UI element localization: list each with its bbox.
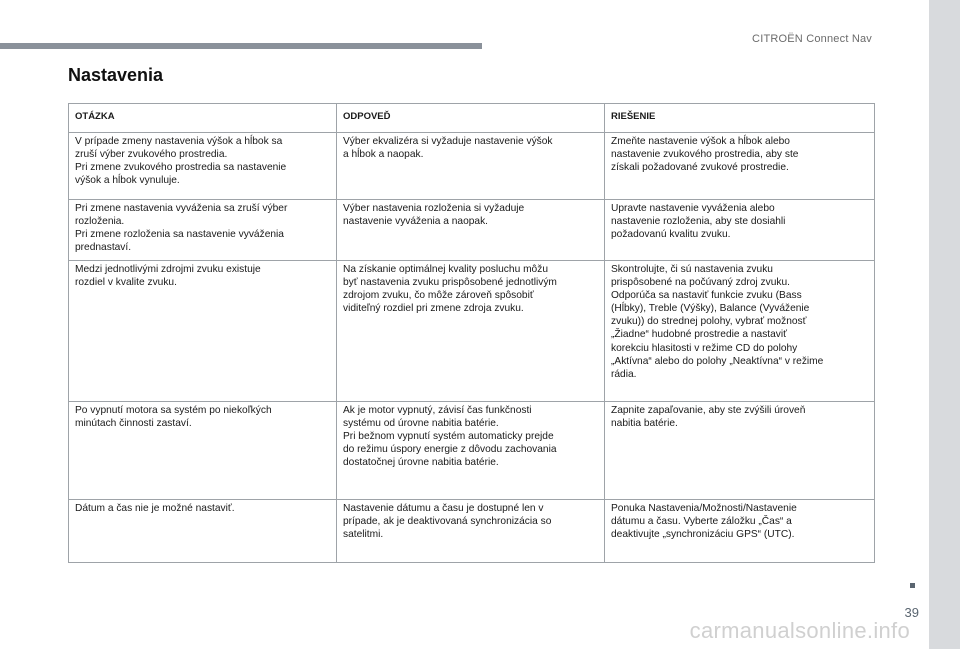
answer-cell: Výber ekvalizéra si vyžaduje nastavenie výšok a hĺbok a naopak.	[337, 133, 605, 200]
right-margin-stripe	[929, 0, 960, 649]
table-row	[69, 261, 875, 402]
table-row	[69, 402, 875, 500]
solution-cell: Zmeňte nastavenie výšok a hĺbok alebo nastavenie zvukového prostredia, aby ste získali požadované zvukové prostredie.	[605, 133, 875, 200]
site-watermark: carmanualsonline.info	[689, 618, 910, 643]
answer-cell: Na získanie optimálnej kvality posluchu môžu byť nastavenia zvuku prispôsobené jednotlivým zdrojom zvuku, čo môže zároveň spôsobiť viditeľný rozdiel pri zmene zdroja zvuku.	[337, 261, 605, 402]
document-header-brand: CITROËN Connect Nav	[752, 33, 872, 45]
answer-cell: Nastavenie dátumu a času je dostupné len v prípade, ak je deaktivovaná synchronizácia so satelitmi.	[337, 500, 605, 563]
table-header-row	[69, 104, 875, 133]
header-accent-bar	[0, 43, 482, 49]
question-cell: Po vypnutí motora sa systém po niekoľkých minútach činnosti zastaví.	[69, 402, 337, 500]
table-row	[69, 133, 875, 200]
page-title: Nastavenia	[68, 65, 164, 85]
column-header-question: OTÁZKA	[69, 104, 337, 133]
answer-cell: Výber nastavenia rozloženia si vyžaduje nastavenie vyváženia a naopak.	[337, 200, 605, 261]
solution-cell: Zapnite zapaľovanie, aby ste zvýšili úroveň nabitia batérie.	[605, 402, 875, 500]
troubleshooting-table	[68, 103, 875, 563]
question-cell: V prípade zmeny nastavenia výšok a hĺbok sa zruší výber zvukového prostredia. Pri zmene zvukového prostredia sa nastavenie výšok a hĺbok vynuluje.	[69, 133, 337, 200]
column-header-answer: ODPOVEĎ	[337, 104, 605, 133]
solution-cell: Upravte nastavenie vyváženia alebo nastavenie rozloženia, aby ste dosiahli požadovanú kvalitu zvuku.	[605, 200, 875, 261]
answer-cell: Ak je motor vypnutý, závisí čas funkčnosti systému od úrovne nabitia batérie. Pri bežnom vypnutí systém automaticky prejde do režimu úspory energie z dôvodu zachovania dostatočnej úrovne nabitia batérie.	[337, 402, 605, 500]
question-cell: Dátum a čas nie je možné nastaviť.	[69, 500, 337, 563]
page-marker-square	[910, 583, 915, 588]
page-number: 39	[904, 605, 919, 620]
table-row	[69, 200, 875, 261]
solution-cell: Skontrolujte, či sú nastavenia zvuku prispôsobené na počúvaný zdroj zvuku. Odporúča sa nastaviť funkcie zvuku (Bass (Hĺbky), Treble (Výšky), Balance (Vyváženie zvuku)) do strednej polohy, vybrať možnosť „Žiadne“ hudobné prostredie a nastaviť korekciu hlasitosti v režime CD do polohy „Aktívna“ alebo do polohy „Neaktívna“ v režime rádia.	[605, 261, 875, 402]
question-cell: Pri zmene nastavenia vyváženia sa zruší výber rozloženia. Pri zmene rozloženia sa nastavenie vyváženia prednastaví.	[69, 200, 337, 261]
solution-cell: Ponuka Nastavenia/Možnosti/Nastavenie dátumu a času. Vyberte záložku „Čas“ a deaktivujte „synchronizáciu GPS“ (UTC).	[605, 500, 875, 563]
question-cell: Medzi jednotlivými zdrojmi zvuku existuje rozdiel v kvalite zvuku.	[69, 261, 337, 402]
table-row	[69, 500, 875, 563]
column-header-solution: RIEŠENIE	[605, 104, 875, 133]
